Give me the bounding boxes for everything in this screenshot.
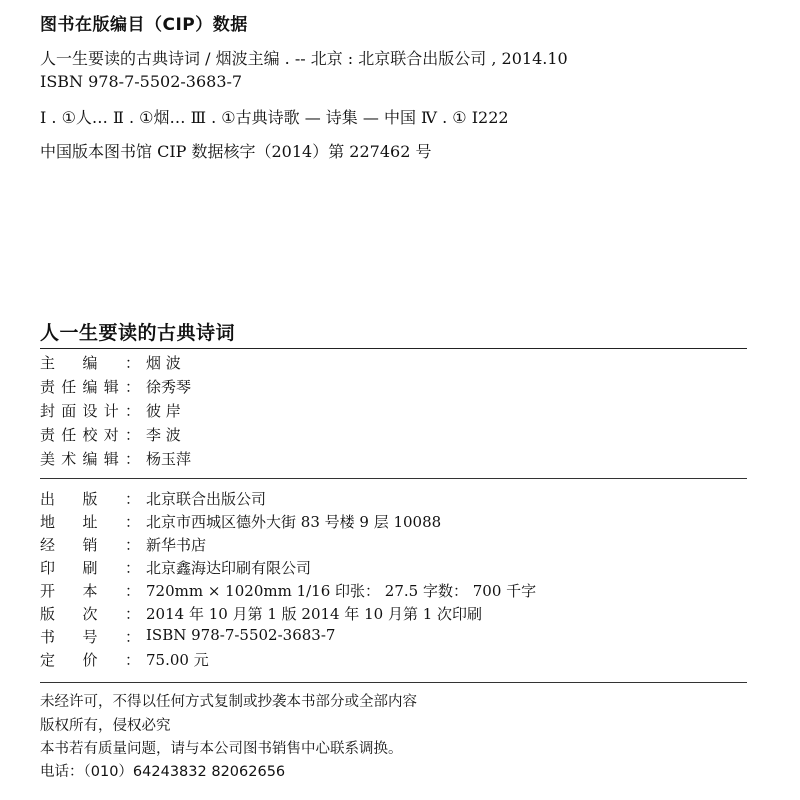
staff-label: 主 编 ： [40,354,140,372]
publication-label: 印 刷 ： [40,559,140,577]
publication-label: 版 次 ： [40,605,140,623]
cip-heading: 图书在版编目（CIP）数据 [40,15,248,35]
title-divider [40,348,747,349]
publication-label: 经 销 ： [40,536,140,554]
publication-label: 出 版 ： [40,490,140,508]
book-title: 人一生要读的古典诗词 [40,322,236,344]
publication-label: 书 号 ： [40,628,140,646]
staff-label: 封 面 设 计 ： [40,402,140,420]
publication-value: 北京联合出版公司 [146,490,267,508]
publication-value: ISBN 978-7-5502-3683-7 [146,626,336,644]
publication-label: 地 址 ： [40,513,140,531]
staff-divider [40,478,747,479]
quality-notice: 本书若有质量问题，请与本公司图书销售中心联系调换。 [40,741,403,757]
publication-label: 定 价 ： [40,651,140,669]
publication-value: 2014 年 10 月第 1 版 2014 年 10 月第 1 次印刷 [146,605,483,623]
publication-value: 75.00 元 [146,651,209,669]
staff-value: 李 波 [146,426,181,444]
publication-value: 北京鑫海达印刷有限公司 [146,559,312,577]
contact-phone: 电话：（010）64243832 82062656 [40,764,286,780]
cip-line-isbn: ISBN 978-7-5502-3683-7 [40,72,243,91]
staff-value: 彼 岸 [146,402,181,420]
staff-value: 杨玉萍 [146,450,192,468]
staff-label: 责 任 校 对 ： [40,426,140,444]
staff-label: 美 术 编 辑 ： [40,450,140,468]
publication-divider [40,682,747,683]
publication-value: 北京市西城区德外大街 83 号楼 9 层 10088 [146,513,442,531]
publication-value: 新华书店 [146,536,207,554]
publication-label: 开 本 ： [40,582,140,600]
rights-reserved-notice: 版权所有，侵权必究 [40,718,171,734]
publication-value: 720mm × 1020mm 1/16 印张： 27.5 字数： 700 千字 [146,582,537,600]
cip-line-title: 人一生要读的古典诗词 / 烟波主编 . -- 北京 : 北京联合出版公司 , 2014.10 [40,49,568,68]
copyright-notice: 未经许可，不得以任何方式复制或抄袭本书部分或全部内容 [40,694,417,710]
cip-line-record-number: 中国版本图书馆 CIP 数据核字（2014）第 227462 号 [40,142,432,161]
staff-value: 烟 波 [146,354,181,372]
cip-line-classification: Ⅰ . ①人… Ⅱ . ①烟… Ⅲ . ①古典诗歌 — 诗集 — 中国 Ⅳ . ① I222 [40,108,509,127]
staff-label: 责 任 编 辑 ： [40,378,140,396]
staff-value: 徐秀琴 [146,378,192,396]
